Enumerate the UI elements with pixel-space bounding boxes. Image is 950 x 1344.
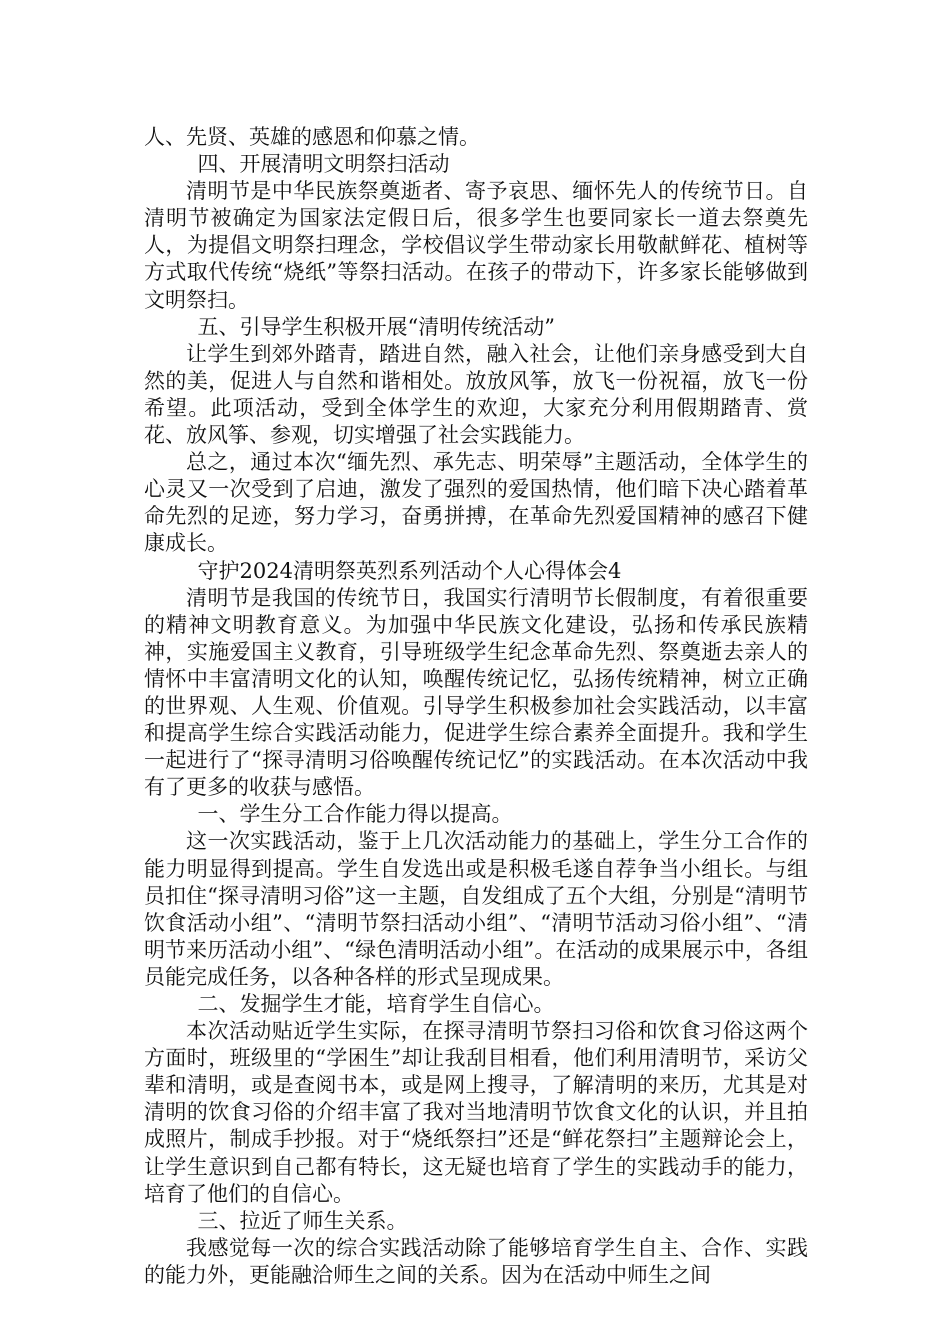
paragraph-qingming-civilized-sweeping: 清明节是中华民族祭奠逝者、寄予哀思、缅怀先人的传统节日。自清明节被确定为国家法定假日后，很多学生也要同家长一道去祭奠先人，为提倡文明祭扫理念，学校倡议学生带动家长用敬献鲜花、植树等方式取代传统“烧纸”等祭扫活动。在孩子的带动下，许多家长能够做到文明祭扫。 xyxy=(144,179,808,312)
section-heading-5: 五、引导学生积极开展“清明传统活动” xyxy=(197,314,556,339)
paragraph-outing-activity: 让学生到郊外踏青，踏进自然，融入社会，让他们亲身感受到大自然的美，促进人与自然和谐相处。放放风筝，放飞一份祝福，放飞一份希望。此项活动，受到全体学生的欢迎，大家充分利用假期踏青、赏花、放风筝、参观，切实增强了社会实践能力。 xyxy=(144,341,808,448)
section-heading-3: 三、拉近了师生关系。 xyxy=(197,1208,408,1233)
document-body xyxy=(144,124,808,1289)
section-heading-1: 一、学生分工合作能力得以提高。 xyxy=(197,802,513,827)
paragraph-summary: 总之，通过本次“缅先烈、承先志、明荣辱”主题活动，全体学生的心灵又一次受到了启迪，激发了强烈的爱国热情，他们暗下决心踏着革命先烈的足迹，努力学习，奋勇拼搏，在革命先烈爱国精神的感召下健康成长。 xyxy=(144,450,808,556)
paragraph-teacher-student: 我感觉每一次的综合实践活动除了能够培育学生自主、合作、实践的能力外，更能融洽师生之间的关系。因为在活动中师生之间 xyxy=(144,1235,808,1287)
paragraph-introduction: 清明节是我国的传统节日，我国实行清明节长假制度，有着很重要的精神文明教育意义。为加强中华民族文化建设，弘扬和传承民族精神，实施爱国主义教育，引导班级学生纪念革命先烈、祭奠逝去亲人的情怀中丰富清明文化的认知，唤醒传统记忆，弘扬传统精神，树立正确的世界观、人生观、价值观。引导学生积极参加社会实践活动，以丰富和提高学生综合实践活动能力，促进学生综合素养全面提升。我和学生一起进行了“探寻清明习俗唤醒传统记忆”的实践活动。在本次活动中我有了更多的收获与感悟。 xyxy=(144,585,808,800)
paragraph-teamwork: 这一次实践活动，鉴于上几次活动能力的基础上，学生分工合作的能力明显得到提高。学生自发选出或是积极毛遂自荐争当小组长。与组员扣住“探寻清明习俗”这一主题，自发组成了五个大组，分别是“清明节饮食活动小组”、“清明节祭扫活动小组”、“清明节活动习俗小组”、“清明节来历活动小组”、“绿色清明活动小组”。在活动的成果展示中，各组员能完成任务，以各种各样的形式呈现成果。 xyxy=(144,829,808,989)
paragraph-continuation: 人、先贤、英雄的感恩和仰慕之情。 xyxy=(144,125,480,149)
article-title-4: 守护2024清明祭英烈系列活动个人心得体会4 xyxy=(197,558,622,583)
section-heading-4: 四、开展清明文明祭扫活动 xyxy=(197,152,450,177)
section-heading-2: 二、发掘学生才能，培育学生自信心。 xyxy=(197,992,555,1016)
paragraph-confidence: 本次活动贴近学生实际，在探寻清明节祭扫习俗和饮食习俗这两个方面时，班级里的“学困生”却让我刮目相看，他们利用清明节，采访父辈和清明，或是查阅书本，或是网上搜寻，了解清明的来历，尤其是对清明的饮食习俗的介绍丰富了我对当地清明节饮食文化的认识，并且拍成照片，制成手抄报。对于“烧纸祭扫”还是“鲜花祭扫”主题辩论会上，让学生意识到自己都有特长，这无疑也培育了学生的实践动手的能力，培育了他们的自信心。 xyxy=(144,1019,808,1206)
